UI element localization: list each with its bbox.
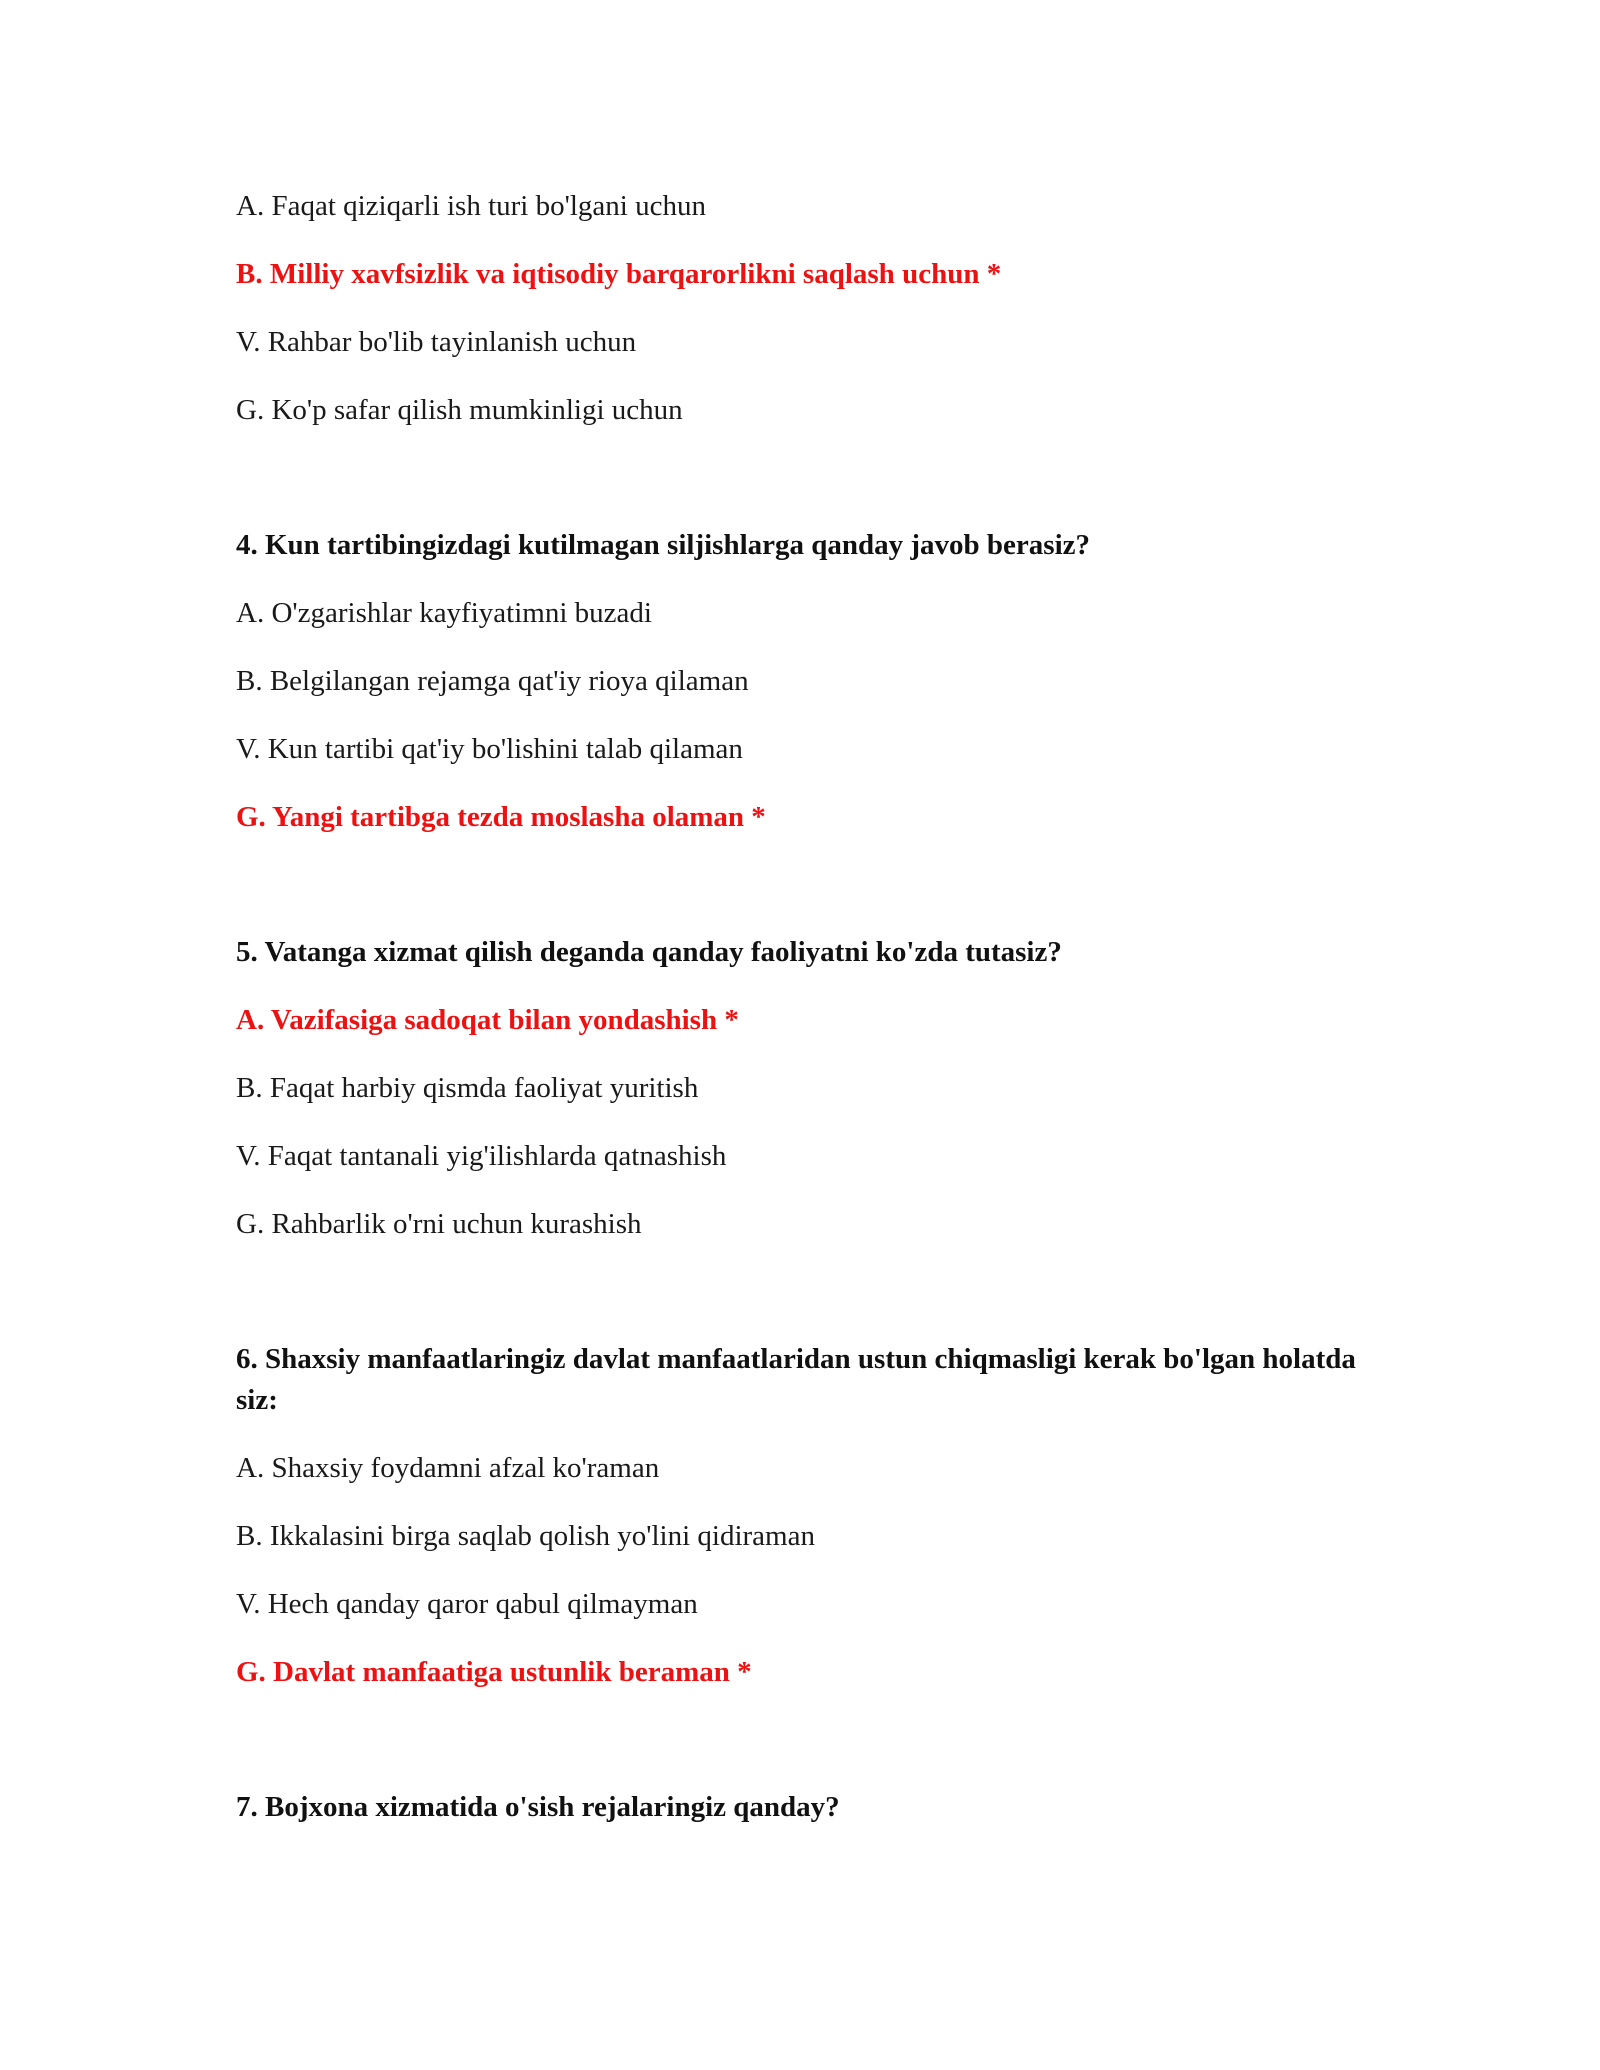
- q6-option-v: V. Hech qanday qaror qabul qilmayman: [236, 1588, 698, 1620]
- q3-option-b-correct: B. Milliy xavfsizlik va iqtisodiy barqarorlikni saqlash uchun *: [236, 258, 1002, 290]
- question-4-text: 4. Kun tartibingizdagi kutilmagan siljishlarga qanday javob berasiz?: [236, 529, 1091, 561]
- spacer: [236, 1272, 1396, 1339]
- question-6-text: 6. Shaxsiy manfaatlaringiz davlat manfaatlaridan ustun chiqmasligi kerak bo'lgan holatda siz:: [236, 1343, 1356, 1416]
- q6-option-a: A. Shaxsiy foydamni afzal ko'raman: [236, 1452, 660, 1484]
- question-3-block: [236, 186, 1396, 431]
- question-7-text: 7. Bojxona xizmatida o'sish rejalaringiz qanday?: [236, 1791, 840, 1823]
- question-6-block: [236, 1339, 1396, 1693]
- q3-option-v: V. Rahbar bo'lib tayinlanish uchun: [236, 326, 637, 358]
- q4-option-g-correct: G. Yangi tartibga tezda moslasha olaman *: [236, 801, 766, 833]
- spacer: [236, 1720, 1396, 1787]
- question-7-block: [236, 1787, 1396, 1828]
- q5-option-g: G. Rahbarlik o'rni uchun kurashish: [236, 1208, 642, 1240]
- spacer: [236, 865, 1396, 932]
- question-5-text: 5. Vatanga xizmat qilish deganda qanday faoliyatni ko'zda tutasiz?: [236, 936, 1062, 968]
- q4-option-b: B. Belgilangan rejamga qat'iy rioya qilaman: [236, 665, 749, 697]
- document-page: [236, 186, 1396, 1855]
- q5-option-a-correct: A. Vazifasiga sadoqat bilan yondashish *: [236, 1004, 739, 1036]
- q3-option-a: A. Faqat qiziqarli ish turi bo'lgani uchun: [236, 190, 706, 222]
- q5-option-b: B. Faqat harbiy qismda faoliyat yuritish: [236, 1072, 699, 1104]
- question-4-block: [236, 525, 1396, 838]
- q4-option-v: V. Kun tartibi qat'iy bo'lishini talab qilaman: [236, 733, 743, 765]
- question-5-block: [236, 932, 1396, 1245]
- spacer: [236, 458, 1396, 525]
- q6-option-g-correct: G. Davlat manfaatiga ustunlik beraman *: [236, 1656, 752, 1688]
- q3-option-g: G. Ko'p safar qilish mumkinligi uchun: [236, 394, 683, 426]
- q4-option-a: A. O'zgarishlar kayfiyatimni buzadi: [236, 597, 652, 629]
- q5-option-v: V. Faqat tantanali yig'ilishlarda qatnashish: [236, 1140, 727, 1172]
- q6-option-b: B. Ikkalasini birga saqlab qolish yo'lini qidiraman: [236, 1520, 815, 1552]
